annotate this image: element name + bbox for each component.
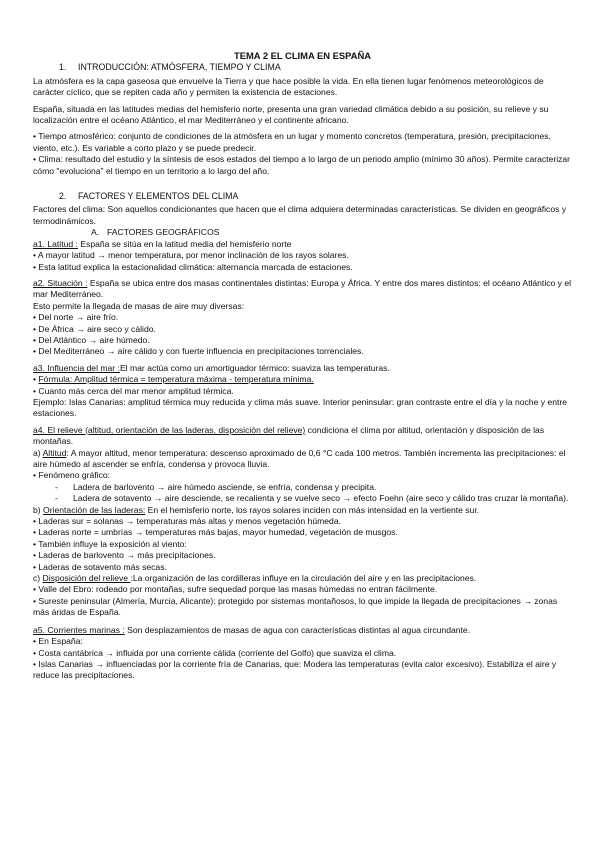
a5-bullet-2: • Costa cantábrica → influida por una corriente cálida (corriente del Golfo) que suaviza el clima.	[33, 647, 397, 658]
a3-example: Ejemplo: Islas Canarias: amplitud térmica muy reducida y clima más suave. Interior peninsular: gran contraste entre el día y la noche y entre estaciones.	[33, 396, 568, 419]
a4-dash-item-2: - Ladera de sotavento → aire desciende, se recalienta y se vuelve seco → efecto Foehn (aire seco y cálido tras cruzar la montaña).	[55, 493, 569, 504]
paragraph-atmosphere: La atmósfera es la capa gaseosa que envuelve la Tierra y que hace posible la vida. En ella tienen lugar fenómenos meteorológicos de carácter cíclico, que se repiten cada año y permiten la existencia de estaciones.	[33, 75, 544, 98]
a3-formula: Fórmula: Amplitud térmica = temperatura máxima - temperatura mínima.	[38, 374, 314, 385]
bullet-weather: • Tiempo atmosférico: conjunto de condiciones de la atmósfera en un lugar y momento concretos (temperatura, presión, precipitaciones, viento, etc.). Es variable a corto plazo y se puede predecir.	[33, 131, 551, 153]
a2-bullet-4: • Del Mediterráneo → aire cálido y con fuerte influencia en precipitaciones torrenciales.	[33, 346, 364, 357]
a5-paragraph	[33, 625, 572, 636]
subsection-a-number: A.	[91, 227, 100, 238]
a4-disposition-bullet-2: • Sureste peninsular (Almería, Murcia, Alicante): protegido por sistemas montañosos, lo que impide la llegada de precipitaciones → zonas más áridas de España.	[33, 595, 558, 618]
a4-phenomenon: • Fenómeno gráfico:	[33, 470, 111, 481]
a4-dash-item-1: - Ladera de barlovento → aire húmedo asciende, se enfría, condensa y precipita.	[55, 481, 377, 492]
a2-paragraph	[33, 278, 572, 301]
a2-label: a2. Situación :	[33, 277, 88, 288]
a5-bullet-3: • Islas Canarias → influenciadas por la corriente fría de Canarias, que: Modera las temperaturas (evita calor excesivo). Estabiliza el aire y reduce las precipitaciones.	[33, 658, 557, 681]
a3-label: a3. Influencia del mar :	[33, 362, 120, 373]
a4-disposition-label: Disposición del relieve	[42, 573, 131, 584]
a1-bullet-2: • Esta latitud explica la estacionalidad climática: alternancia marcada de estaciones.	[33, 261, 353, 272]
a1-text: España se sitúa en la latitud media del hemisferio norte	[77, 238, 292, 249]
paragraph-factors-intro: Factores del clima: Son aquellos condicionantes que hacen que el clima adquiera determinadas características. Se dividen en geográficos y termodinámicos.	[33, 204, 567, 226]
a4-disposition-bullet-1: • Valle del Ebro: rodeado por montañas, sufre sequedad porque las masas húmedas no entran fácilmente.	[33, 584, 438, 595]
a1-label: a1. Latitud :	[33, 238, 78, 249]
a1-paragraph	[33, 239, 572, 250]
section-2-heading	[59, 191, 572, 202]
section-1-heading	[59, 62, 572, 73]
a1-bullet-1: • A mayor latitud → menor temperatura, por menor inclinación de los rayos solares.	[33, 250, 349, 261]
subsection-a-title: FACTORES GEOGRÁFICOS	[107, 227, 220, 238]
a2-line-0: Esto permite la llegada de masas de aire muy diversas:	[33, 300, 245, 311]
a3-bullet-1: • Fórmula: Amplitud térmica = temperatura máxima - temperatura mínima.	[33, 374, 314, 385]
a5-label: a5. Corrientes marinas :	[33, 624, 125, 635]
a2-bullet-3: • Del Atlántico → aire húmedo.	[33, 334, 150, 345]
a4-orientation-bullet-1: • Laderas sur = solanas → temperaturas más altas y menos vegetación húmeda.	[33, 516, 342, 527]
a3-paragraph	[33, 363, 572, 374]
paragraph-spain-position: España, situada en las latitudes medias del hemisferio norte, presenta una gran variedad climática debido a su posición, su relieve y su localización entre el océano Atlántico, el mar Mediterráneo y el continente africano.	[33, 103, 549, 126]
a4-orientation-bullet-4: • Laderas de barlovento → más precipitaciones.	[33, 550, 216, 561]
bullet-climate: • Clima: resultado del estudio y la síntesis de esos estados del tiempo a lo largo de un periodo amplio (mínimo 30 años). Permite caracterizar cómo "evoluciona" el tiempo en un territorio a lo largo del año.	[33, 154, 571, 176]
a5-text: Son desplazamientos de masas de agua con características distintas al agua circundante.	[124, 624, 471, 635]
a4-altitude: a) Altitud: A mayor altitud, menor temperatura: descenso aproximado de 0,6 °C cada 100 metros. También incrementa las precipitaciones: el aire húmedo al ascender se enfría, condensa y provoca lluvia.	[33, 447, 566, 469]
a4-altitude-label: Altitud	[42, 447, 67, 458]
a4-orientation: b) Orientación de las laderas: En el hemisferio norte, los rayos solares inciden con más intensidad en la vertiente sur.	[33, 504, 480, 515]
a4-orientation-bullet-2: • Laderas norte = umbrías → temperaturas más bajas, mayor humedad, vegetación de musgos.	[33, 527, 398, 538]
a4-label: a4. El relieve (altitud, orientación de las laderas, disposición del relieve)	[33, 424, 306, 435]
page-title: TEMA 2 EL CLIMA EN ESPAÑA	[234, 50, 371, 61]
a4-orientation-bullet-3: • También influye la exposición al viento:	[33, 538, 187, 549]
a2-text: España se ubica entre dos masas continentales distintas: Europa y África. Y entre dos mares distintos: el océano Atlántico y el mar Mediterráneo.	[33, 277, 572, 300]
subsection-a-heading	[91, 227, 572, 238]
a3-bullet-2: • Cuanto más cerca del mar menor amplitud térmica.	[33, 385, 234, 396]
a4-disposition: c) Disposición del relieve :La organización de las cordilleras influye en la circulación del aire y en las precipitaciones.	[33, 573, 477, 584]
section-2-title: FACTORES Y ELEMENTOS DEL CLIMA	[78, 191, 239, 202]
a4-text: condiciona el clima por altitud, orientación y disposición de las montañas.	[33, 424, 545, 447]
a4-orientation-label: Orientación de las laderas:	[43, 504, 146, 515]
a3-text: El mar actúa como un amortiguador térmico: suaviza las temperaturas.	[119, 362, 390, 373]
section-2-number: 2.	[59, 191, 67, 202]
a5-bullet-1: • En España:	[33, 636, 83, 647]
a2-bullet-2: • De África → aire seco y cálido.	[33, 323, 156, 334]
section-1-title: INTRODUCCIÓN: ATMÓSFERA, TIEMPO Y CLIMA	[78, 62, 281, 73]
a4-paragraph	[33, 425, 572, 448]
section-1-number: 1.	[59, 62, 67, 73]
a4-orientation-bullet-5: • Laderas de sotavento más secas.	[33, 561, 167, 572]
a2-bullet-1: • Del norte → aire frío.	[33, 312, 119, 323]
